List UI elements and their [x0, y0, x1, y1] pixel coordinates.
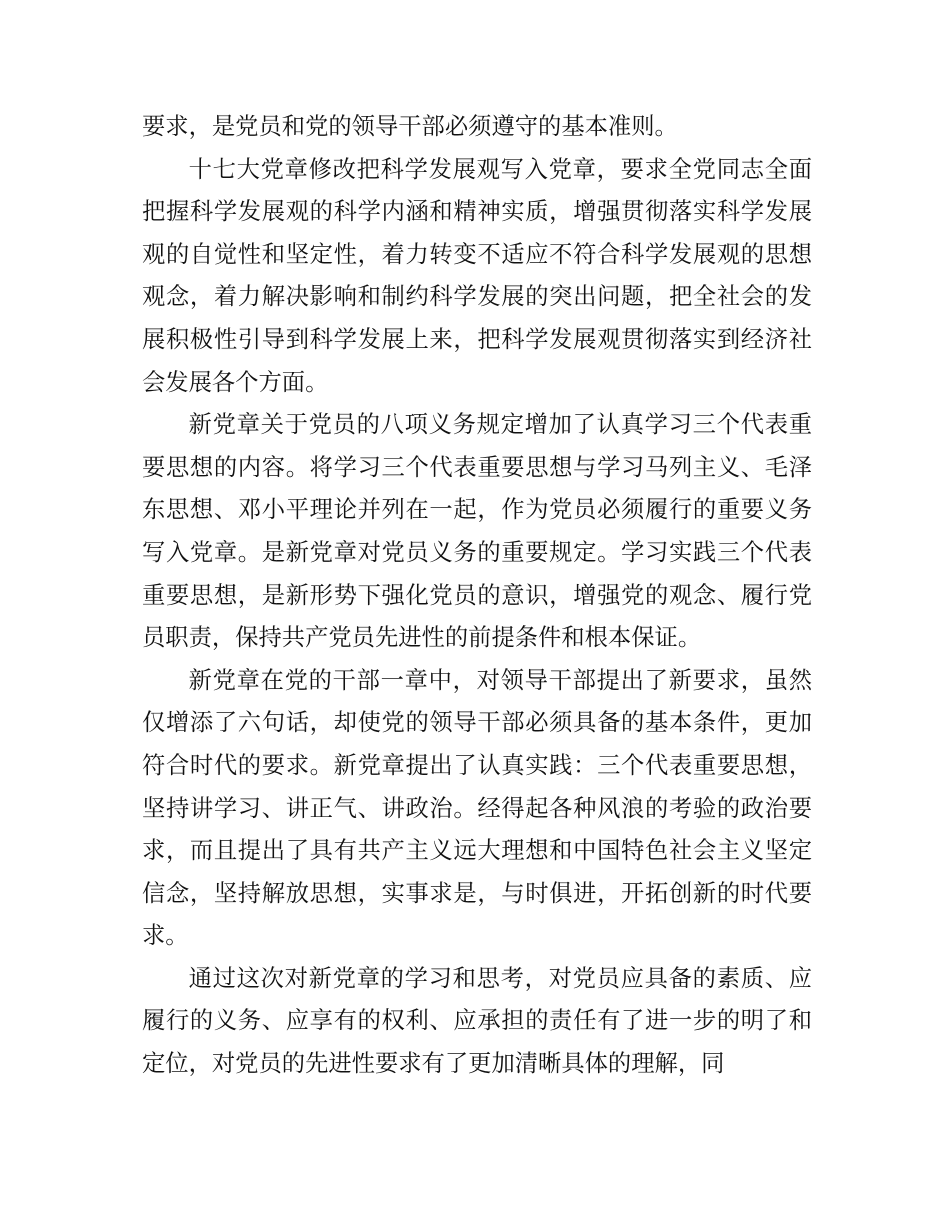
paragraph-scientific-outlook: 十七大党章修改把科学发展观写入党章，要求全党同志全面把握科学发展观的科学内涵和精神实质，增强贯彻落实科学发展观的自觉性和坚定性，着力转变不适应不符合科学发展观的思想观念，着力解决影响和制约科学发展的突出问题，把全社会的发展积极性引导到科学发展上来，把科学发展观贯彻落实到经济社会发展各个方面。	[142, 155, 812, 396]
paragraph-study-reflection: 通过这次对新党章的学习和思考，对党员应具备的素质、应履行的义务、应享有的权利、应承担的责任有了进一步的明了和定位，对党员的先进性要求有了更加清晰具体的理解，同	[142, 964, 812, 1078]
document-body	[142, 106, 812, 1086]
paragraph-cadre-requirements: 新党章在党的干部一章中，对领导干部提出了新要求，虽然仅增添了六句话，却使党的领导干部必须具备的基本条件，更加符合时代的要求。新党章提出了认真实践：三个代表重要思想，坚持讲学习、讲正气、讲政治。经得起各种风浪的考验的政治要求，而且提出了具有共产主义远大理想和中国特色社会主义坚定信念，坚持解放思想，实事求是，与时俱进，开拓创新的时代要求。	[142, 666, 812, 950]
paragraph-member-obligations: 新党章关于党员的八项义务规定增加了认真学习三个代表重要思想的内容。将学习三个代表重要思想与学习马列主义、毛泽东思想、邓小平理论并列在一起，作为党员必须履行的重要义务写入党章。是新党章对党员义务的重要规定。学习实践三个代表重要思想，是新形势下强化党员的意识，增强党的观念、履行党员职责，保持共产党员先进性的前提条件和根本保证。	[142, 411, 812, 652]
paragraph-continuation: 要求，是党员和党的领导干部必须遵守的基本准则。	[142, 113, 678, 140]
